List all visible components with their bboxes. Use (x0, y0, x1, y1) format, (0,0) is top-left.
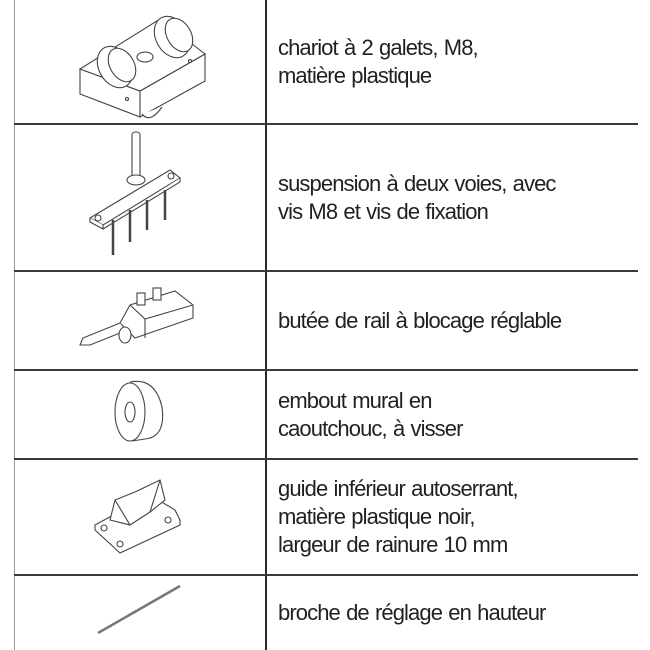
table-row (15, 0, 638, 123)
table-row (15, 371, 638, 458)
floor-guide-icon (90, 470, 190, 565)
item-description-line: broche de réglage en hauteur (278, 600, 546, 625)
height-adjust-pin-icon (95, 581, 185, 646)
item-description-line: matière plastique noir, (278, 504, 475, 529)
item-description-line: embout mural en (278, 387, 432, 413)
table-row (15, 125, 638, 270)
table-row (15, 576, 638, 650)
item-description-line: butée de rail à blocage réglable (278, 307, 562, 333)
table-row (15, 460, 638, 574)
rubber-end-cap-icon (110, 377, 170, 452)
table-row (15, 272, 638, 369)
suspension-bracket-icon (85, 130, 195, 265)
item-description-line: matière plastique (278, 62, 432, 88)
item-description-line: guide inférieur autoserrant, (278, 476, 518, 501)
roller-carriage-icon (70, 0, 210, 124)
item-description-line: vis M8 et vis de fixation (278, 198, 488, 224)
item-description-line: suspension à deux voies, avec (278, 170, 556, 196)
item-description-line: caoutchouc, à visser (278, 415, 463, 441)
rail-stop-icon (75, 283, 205, 358)
item-description-line: largeur de rainure 10 mm (278, 532, 508, 557)
item-description-line: chariot à 2 galets, M8, (278, 34, 478, 60)
